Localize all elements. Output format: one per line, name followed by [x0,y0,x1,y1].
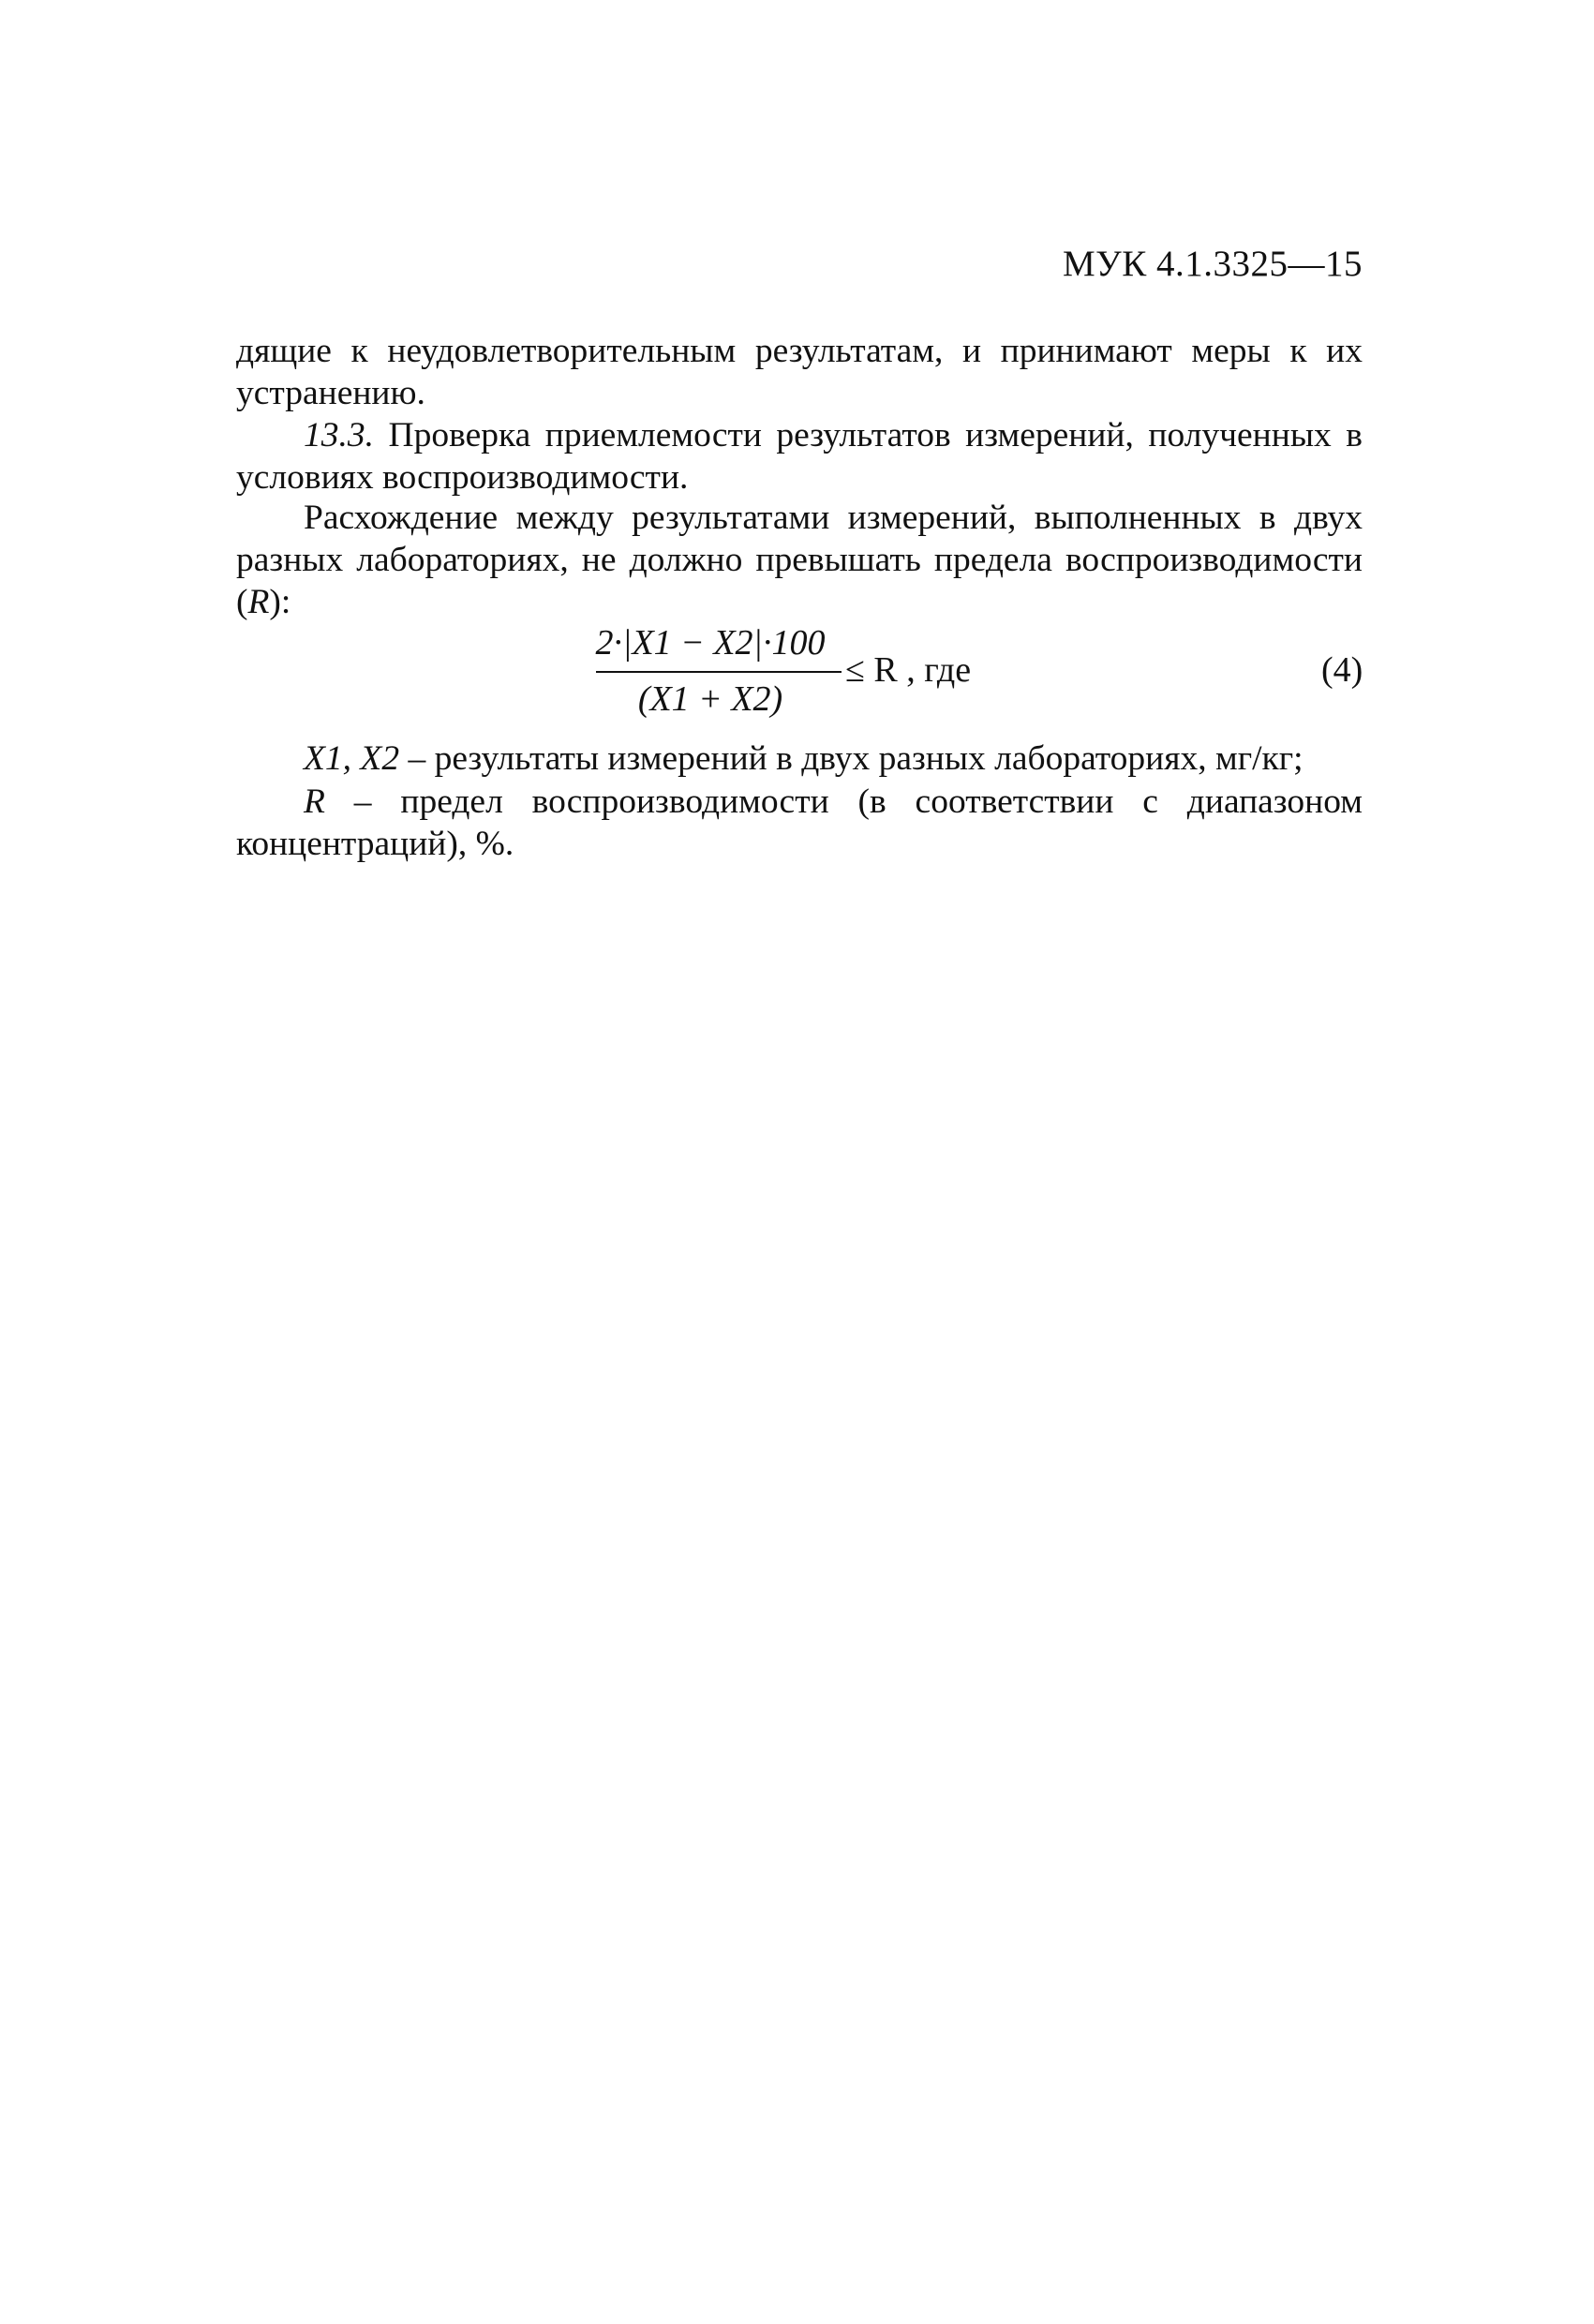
definition-text: – предел воспроизводимости (в соответствии с диапазоном концентраций), %. [236,782,1363,863]
definition-text: – результаты измерений в двух разных лабораториях, мг/кг; [399,739,1304,778]
document-code-header: МУК 4.1.3325—15 [1062,244,1363,284]
formula-denominator: (X1 + X2) [637,679,783,719]
variable-r: R [304,782,325,821]
formula-relation: ≤ R , где [845,650,972,690]
variable-r: R [247,583,270,621]
paragraph-text: дящие к неудовлетворительным результатам, и принимают меры к их устранению. [236,332,1363,412]
fraction-bar [596,671,842,673]
paragraph-text-end: ): [269,583,291,621]
equation-number: (4) [1321,650,1363,690]
paragraph-continuation [236,330,1363,414]
variables-x1-x2: X1, X2 [304,739,400,778]
section-number: 13.3. [304,416,374,454]
paragraph-reproducibility [236,497,1363,623]
definition-r [236,781,1363,865]
paragraph-text: Расхождение между результатами измерений, выполненных в двух разных лабораториях, не должно превышать предела воспроизводимости ( [236,499,1363,621]
formula-4 [572,618,1021,731]
paragraph-text: Проверка приемлемости результатов измерений, полученных в условиях воспроизводимости. [236,416,1363,497]
paragraph-section-13-3 [236,414,1363,499]
definition-x1-x2 [236,737,1363,780]
formula-numerator: 2·|X1 − X2|·100 [595,623,826,663]
